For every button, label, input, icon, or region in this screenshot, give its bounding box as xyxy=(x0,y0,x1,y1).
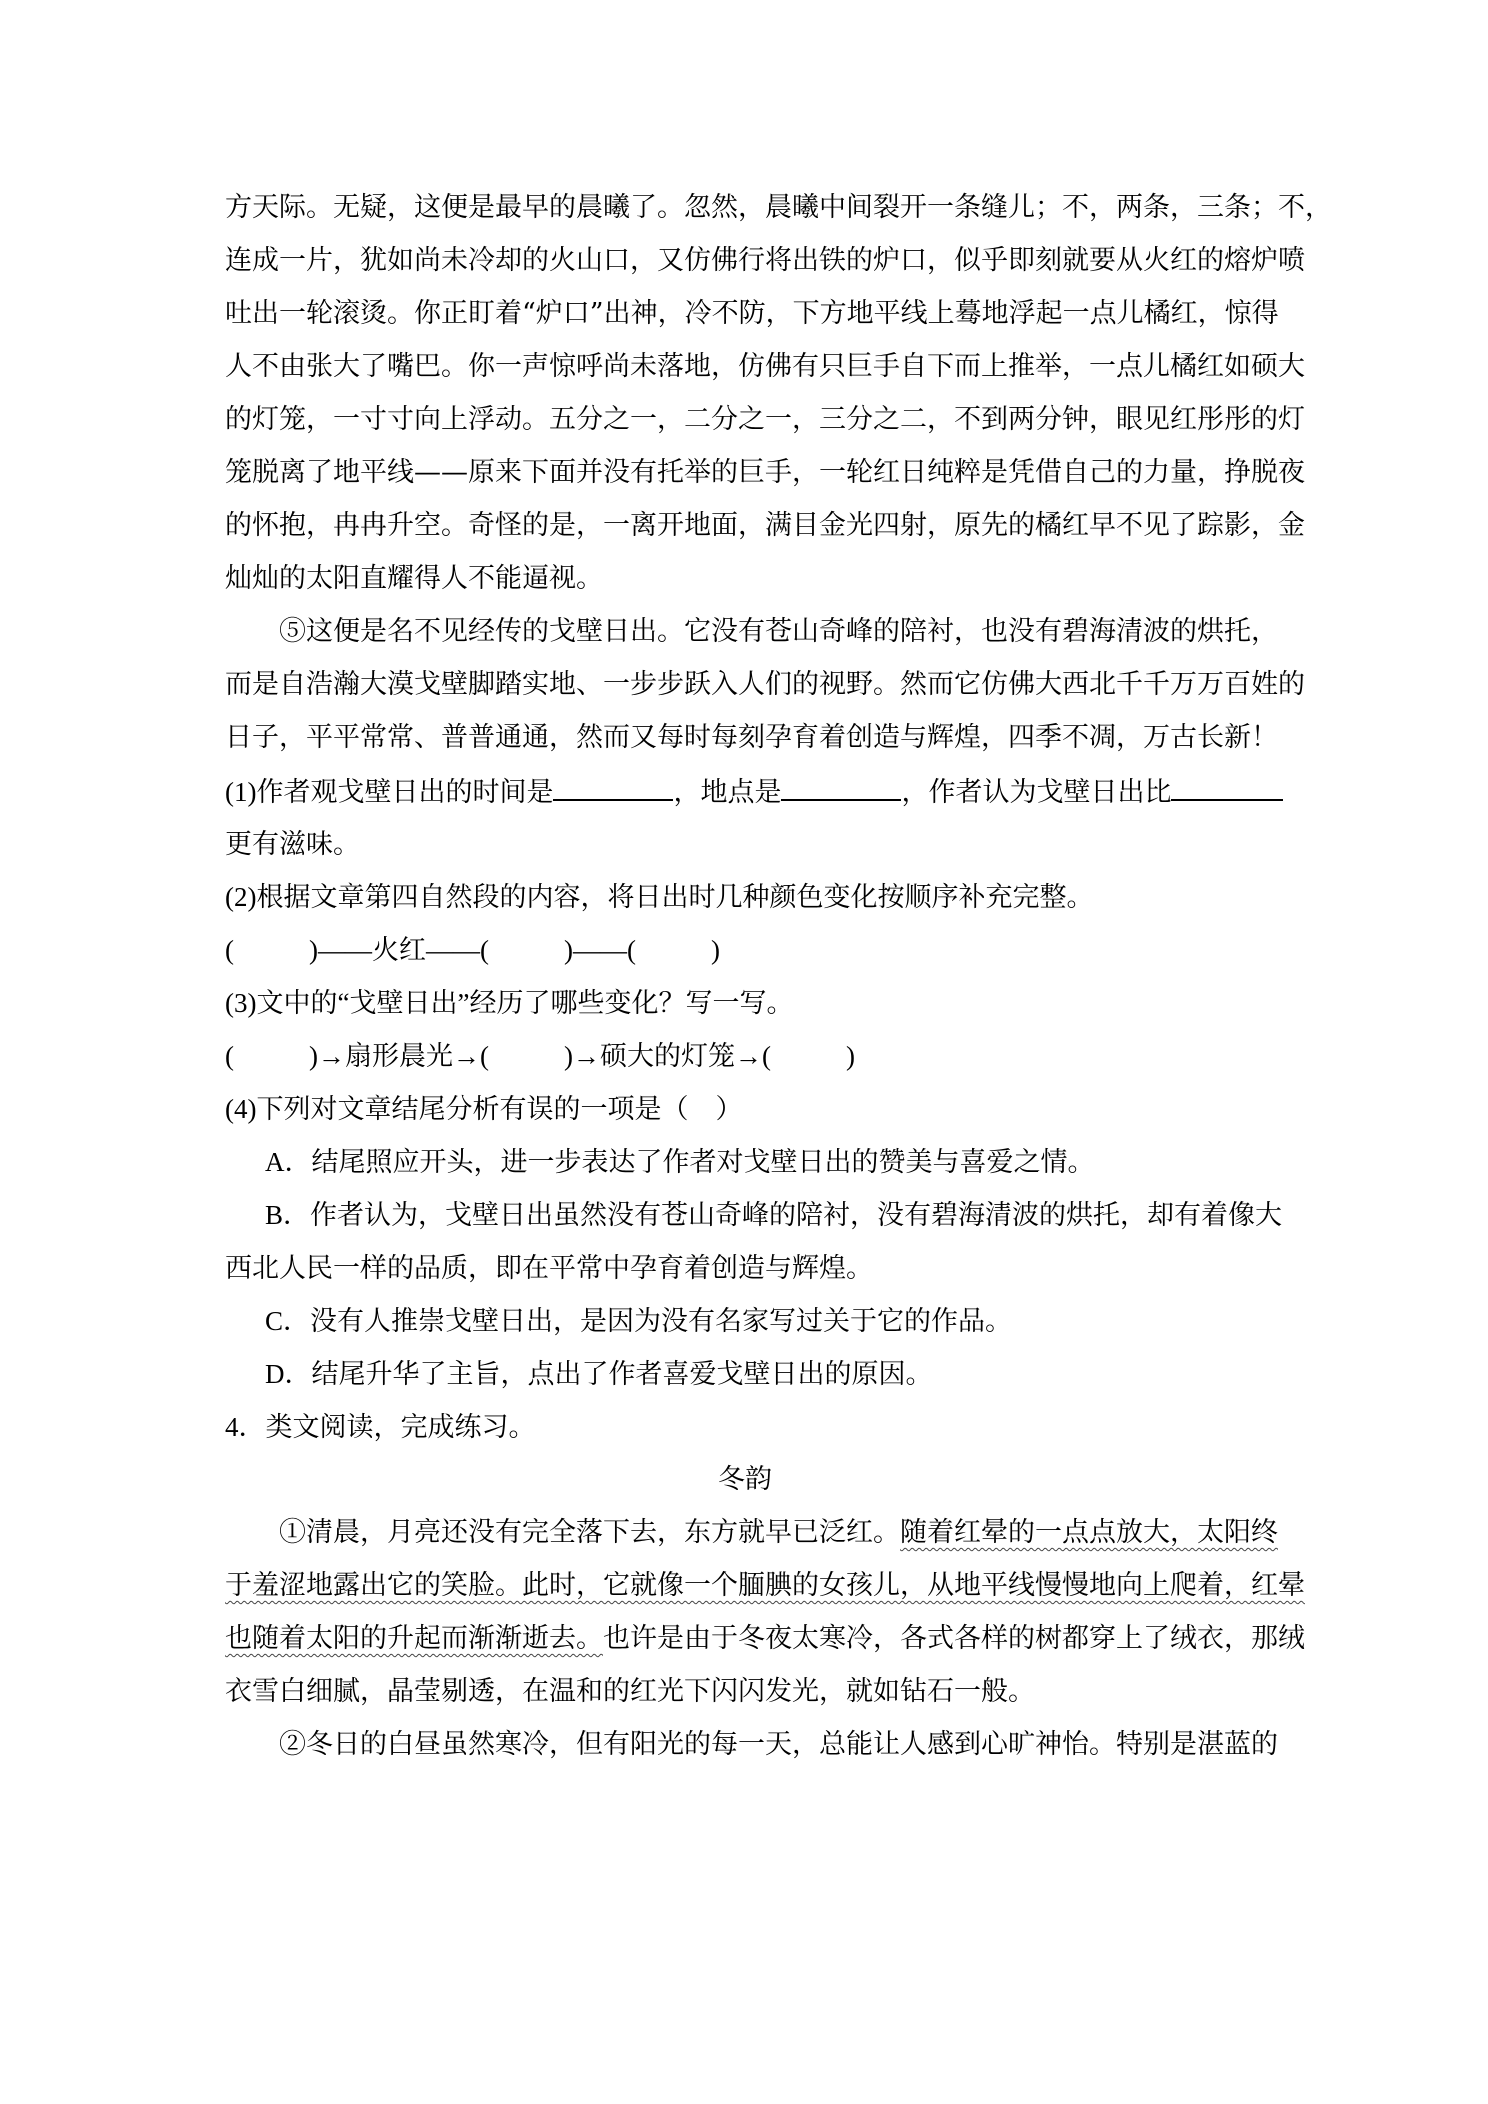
passage-paragraph-1 xyxy=(225,1515,1305,1710)
answer-blank-place[interactable] xyxy=(781,773,901,801)
question-1 xyxy=(225,773,1265,862)
text-line: 灿灿的太阳直耀得人不能逼视。 xyxy=(225,563,603,594)
text-line: 笼脱离了地平线——原来下面并没有托举的巨手，一轮红日纯粹是凭借自己的力量，挣脱夜 xyxy=(225,457,1305,488)
q3-seg2: )→硕大的灯笼→( xyxy=(563,1041,771,1071)
text-line: 衣雪白细腻，晶莹剔透，在温和的红光下闪闪发光，就如钻石一般。 xyxy=(225,1676,1035,1707)
text-line: 的怀抱，冉冉升空。奇怪的是，一离开地面，满目金光四射，原先的橘红早不见了踪影，金 xyxy=(225,510,1305,541)
passage-paragraph-5 xyxy=(225,614,1305,756)
q2-seg3: ) xyxy=(710,935,720,965)
q3-seg1: )→扇形晨光→( xyxy=(309,1041,489,1071)
text-line: ⑤这便是名不见经传的戈壁日出。它没有苍山奇峰的陪衬，也没有碧海清波的烘托， xyxy=(279,616,1278,647)
q2-text: (2)根据文章第四自然段的内容，将日出时几种颜色变化按顺序补充完整。 xyxy=(225,882,1094,912)
text-line: 吐出一轮滚烫。你正盯着“炉口”出神，冷不防，下方地平线上蓦地浮起一点儿橘红，惊得 xyxy=(225,298,1279,329)
q2-paren-open: ( xyxy=(225,935,234,965)
text-line: 日子，平平常常、普普通通，然而又每时每刻孕育着创造与辉煌，四季不凋，万古长新！ xyxy=(225,722,1278,753)
q1-text-b: ，地点是 xyxy=(673,777,782,807)
option-b[interactable]: B．作者认为，戈壁日出虽然没有苍山奇峰的陪衬，没有碧海清波的烘托，却有着像大 xyxy=(265,1200,1283,1230)
text-line: 的灯笼，一寸寸向上浮动。五分之一，二分之一，三分之二，不到两分钟，眼见红彤彤的灯 xyxy=(225,404,1305,435)
q3-seg3: ) xyxy=(845,1041,855,1071)
q3-text: (3)文中的“戈壁日出”经历了哪些变化？写一写。 xyxy=(225,988,794,1018)
answer-blank-comparison[interactable] xyxy=(1171,773,1283,801)
q2-seg2: )——( xyxy=(563,935,636,965)
option-c[interactable]: C．没有人推崇戈壁日出，是因为没有名家写过关于它的作品。 xyxy=(265,1306,1013,1336)
option-d[interactable]: D．结尾升华了主旨，点出了作者喜爱戈壁日出的原因。 xyxy=(265,1359,933,1389)
q2-seg1: )——火红——( xyxy=(309,935,489,965)
text-line: 而是自浩瀚大漠戈壁脚踏实地、一步步跃入人们的视野。然而它仿佛大西北千千万万百姓的 xyxy=(225,669,1305,700)
q1-text-c: ，作者认为戈壁日出比 xyxy=(901,777,1172,807)
answer-blank-time[interactable] xyxy=(553,773,673,801)
section-4 xyxy=(225,1409,1305,1763)
text-line: 方天际。无疑，这便是最早的晨曦了。忽然，晨曦中间裂开一条缝儿；不，两条，三条；不， xyxy=(225,192,1332,223)
passage-paragraph-4 xyxy=(225,190,1332,597)
wavy-underlined-text: 于羞涩地露出它的笑脸。此时，它就像一个腼腆的女孩儿，从地平线慢慢地向上爬着，红晕 xyxy=(225,1570,1305,1601)
text-line: 连成一片，犹如尚未冷却的火山口，又仿佛行将出铁的炉口，似乎即刻就要从火红的熔炉喷 xyxy=(225,245,1305,276)
option-b-continued: 西北人民一样的品质，即在平常中孕育着创造与辉煌。 xyxy=(225,1253,873,1283)
text-span: ①清晨，月亮还没有完全落下去，东方就早已泛红。 xyxy=(279,1517,900,1548)
text-line: 人不由张大了嘴巴。你一声惊呼尚未落地，仿佛有只巨手自下而上推举，一点儿橘红如硕大 xyxy=(225,351,1305,382)
passage-paragraph-2 xyxy=(225,1727,1278,1763)
passage-title: 冬韵 xyxy=(718,1464,772,1495)
q1-text-d: 更有滋味。 xyxy=(225,829,360,859)
question-2 xyxy=(225,879,1265,968)
text-line: ②冬日的白昼虽然寒冷，但有阳光的每一天，总能让人感到心旷神怡。特别是湛蓝的 xyxy=(279,1729,1278,1760)
document-content xyxy=(225,190,1332,1763)
option-a[interactable]: A．结尾照应开头，进一步表达了作者对戈壁日出的赞美与喜爱之情。 xyxy=(265,1147,1095,1177)
wavy-underlined-text: 也随着太阳的升起而渐渐逝去。 xyxy=(225,1623,603,1654)
section-heading: 4．类文阅读，完成练习。 xyxy=(225,1412,536,1442)
wavy-underlined-text: 随着红晕的一点点放大，太阳终 xyxy=(900,1517,1278,1548)
question-3 xyxy=(225,985,1265,1074)
q3-paren-open: ( xyxy=(225,1041,234,1071)
q1-text-a: (1)作者观戈壁日出的时间是 xyxy=(225,777,554,807)
text-span: 也许是由于冬夜太寒冷，各式各样的树都穿上了绒衣，那绒 xyxy=(603,1623,1305,1654)
question-4 xyxy=(225,1091,1283,1392)
q4-text: (4)下列对文章结尾分析有误的一项是（ ） xyxy=(225,1094,743,1124)
